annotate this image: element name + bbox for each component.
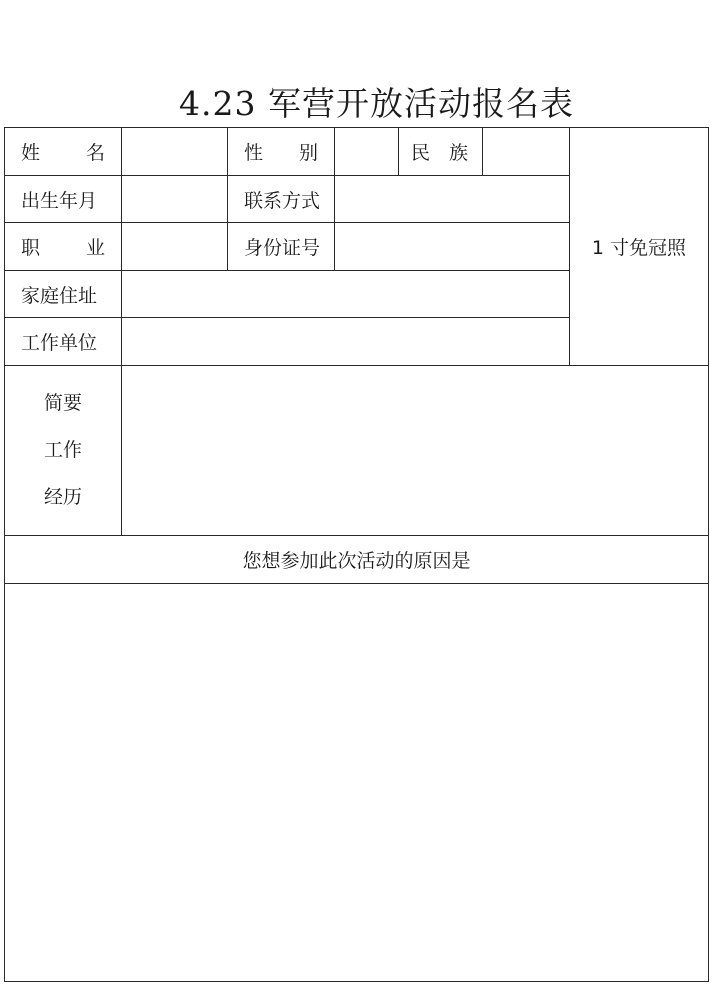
resume-label-line-1: 简要 <box>43 392 82 414</box>
address-field[interactable] <box>122 271 570 318</box>
address-label: 家庭住址 <box>5 271 122 318</box>
resume-label-line-3: 经历 <box>43 486 82 508</box>
gender-label-a: 性 <box>244 142 264 164</box>
job-label-a: 职 <box>21 237 41 259</box>
resume-field[interactable] <box>122 366 709 536</box>
gender-field[interactable] <box>335 128 399 176</box>
ethnicity-label-b: 族 <box>448 142 468 164</box>
gender-label-b: 别 <box>298 142 318 164</box>
ethnicity-label <box>399 128 483 176</box>
name-field[interactable] <box>122 128 228 176</box>
photo-label: 1 寸免冠照 <box>591 237 687 259</box>
contact-field[interactable] <box>335 176 570 223</box>
registration-form <box>4 127 709 982</box>
birth-label: 出生年月 <box>5 176 122 223</box>
workplace-field[interactable] <box>122 318 570 366</box>
resume-label-line-2: 工作 <box>43 439 82 461</box>
ethnicity-field[interactable] <box>483 128 570 176</box>
job-label <box>5 223 122 271</box>
name-label-b: 名 <box>85 142 105 164</box>
reason-field[interactable] <box>5 584 709 982</box>
ethnicity-label-a: 民 <box>411 142 431 164</box>
name-label-a: 姓 <box>21 142 41 164</box>
id-number-field[interactable] <box>335 223 570 271</box>
contact-label: 联系方式 <box>228 176 335 223</box>
resume-label <box>5 366 122 536</box>
name-label <box>5 128 122 176</box>
gender-label <box>228 128 335 176</box>
photo-box[interactable] <box>570 128 709 366</box>
form-title: 4.23 军营开放活动报名表 <box>179 84 574 123</box>
job-label-b: 业 <box>85 237 105 259</box>
workplace-label: 工作单位 <box>5 318 122 366</box>
id-number-label: 身份证号 <box>228 223 335 271</box>
reason-heading: 您想参加此次活动的原因是 <box>5 536 709 584</box>
birth-field[interactable] <box>122 176 228 223</box>
job-field[interactable] <box>122 223 228 271</box>
